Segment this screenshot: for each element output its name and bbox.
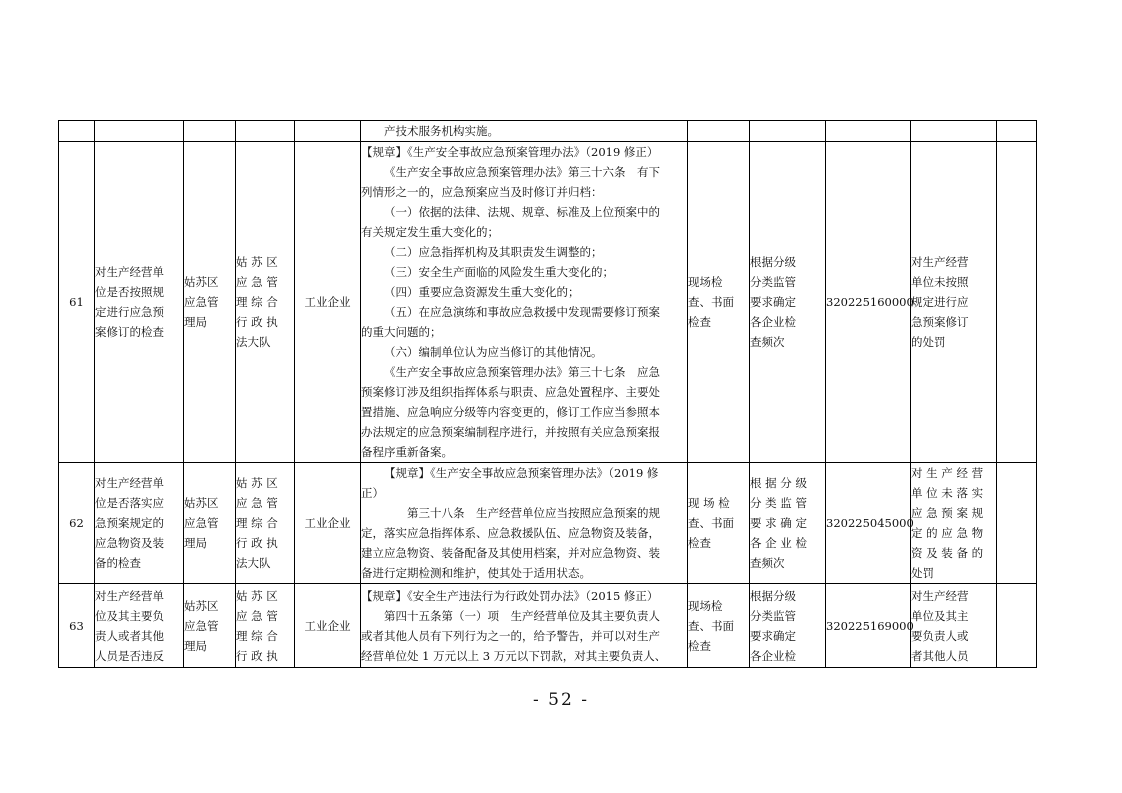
cell-empty: [750, 121, 826, 142]
cell-empty: [911, 121, 997, 142]
method-line: 检查: [688, 536, 711, 550]
responsible-subject: [184, 463, 236, 584]
basis-line: （五）在应急演练和事故应急救援中发现需要修订预案: [384, 305, 660, 319]
subject-line: 理局: [184, 315, 207, 329]
frequency-line: 查频次: [750, 335, 785, 349]
penalty-line: 对生产经营: [911, 588, 969, 603]
item-code: 320225169000: [826, 584, 911, 668]
frequency-line: 查频次: [750, 556, 785, 570]
basis-source: 【规章】《安全生产违法行为行政处罚办法》（2015 修正）: [361, 588, 659, 603]
penalty-line: 急预案修订: [911, 315, 969, 329]
frequency-line: 根据分级: [750, 588, 796, 603]
basis-line: （六）编制单位认为应当修订的其他情况。: [384, 345, 603, 359]
method-line: 检查: [688, 315, 711, 329]
subject-line: 理局: [184, 638, 207, 653]
basis-line: 或者其他人员有下列行为之一的，给予警告，并可以对生产: [361, 628, 660, 643]
table-row: [59, 142, 1037, 463]
cell-empty: [826, 121, 911, 142]
basis-line: 备程序重新备案。: [361, 445, 453, 459]
inspection-method: [688, 142, 750, 463]
dept-line: 姑 苏 区: [236, 476, 278, 490]
penalty-line: 单位及其主: [911, 608, 969, 623]
method-line: 现场检: [688, 598, 723, 613]
enforcement-dept: [236, 584, 295, 668]
basis-line: 置措施、应急响应分级等内容变更的，修订工作应当参照本: [361, 405, 660, 419]
subject-line: 应急管: [184, 516, 219, 530]
dept-line: 应 急 管: [236, 275, 278, 289]
frequency-line: 各企业检: [750, 648, 796, 663]
enforcement-dept: [236, 142, 295, 463]
cell-empty: [997, 463, 1037, 584]
inspection-table: [58, 120, 1037, 668]
cell-empty: [184, 121, 236, 142]
penalty-item: [911, 142, 997, 463]
cell-empty: [997, 121, 1037, 142]
basis-line: 《生产安全事故应急预案管理办法》第三十六条 有下: [384, 165, 660, 179]
penalty-line: 单 位 未 落 实: [911, 486, 984, 500]
penalty-line: 处罚: [911, 566, 934, 580]
basis-line: 第三十八条 生产经营单位应当按照应急预案的规: [407, 506, 660, 520]
row-number: 61: [59, 142, 95, 463]
penalty-line: 应 急 预 案 规: [911, 506, 984, 520]
method-line: 查、书面: [688, 618, 734, 633]
item-line: 急预案规定的: [95, 516, 164, 530]
basis-line: 第四十五条第（一）项 生产经营单位及其主要负责人: [384, 608, 660, 623]
cell-empty: [95, 121, 184, 142]
dept-line: 理 综 合: [236, 295, 278, 309]
item-line: 对生产经营单: [95, 265, 164, 279]
basis-line: 《生产安全事故应急预案管理办法》第三十七条 应急: [384, 365, 660, 379]
dept-line: 理 综 合: [236, 628, 278, 643]
method-line: 检查: [688, 638, 711, 653]
inspection-frequency: [750, 463, 826, 584]
penalty-line: 对生产经营: [911, 255, 969, 269]
inspection-object: 工业企业: [295, 142, 361, 463]
inspection-frequency: [750, 584, 826, 668]
table-row: [59, 584, 1037, 668]
row-number: 62: [59, 463, 95, 584]
cell-empty: [997, 142, 1037, 463]
method-line: 查、书面: [688, 295, 734, 309]
item-line: 对生产经营单: [95, 588, 164, 603]
basis-cell: [361, 463, 688, 584]
basis-line: 办法规定的应急预案编制程序进行，并按照有关应急预案报: [361, 425, 660, 439]
item-line: 位是否按照规: [95, 285, 164, 299]
basis-source: 【规章】《生产安全事故应急预案管理办法》（2019 修: [384, 466, 659, 480]
inspection-item: [95, 463, 184, 584]
dept-line: 姑 苏 区: [236, 588, 278, 603]
subject-line: 姑苏区: [184, 598, 219, 613]
dept-line: 理 综 合: [236, 516, 278, 530]
basis-line: 预案修订涉及组织指挥体系与职责、应急处置程序、主要处: [361, 385, 660, 399]
basis-line: 定，落实应急指挥体系、应急救援队伍、应急物资及装备，: [361, 526, 660, 540]
frequency-line: 分类监管: [750, 275, 796, 289]
inspection-object: 工业企业: [295, 584, 361, 668]
item-code: 320225160000: [826, 142, 911, 463]
inspection-method: [688, 584, 750, 668]
dept-line: 应 急 管: [236, 496, 278, 510]
basis-source: 【规章】《生产安全事故应急预案管理办法》（2019 修正）: [361, 145, 659, 159]
cell-empty: [295, 121, 361, 142]
item-line: 位是否落实应: [95, 496, 164, 510]
responsible-subject: [184, 584, 236, 668]
inspection-frequency: [750, 142, 826, 463]
subject-line: 姑苏区: [184, 275, 219, 289]
cell-empty: [997, 584, 1037, 668]
dept-line: 姑 苏 区: [236, 255, 278, 269]
basis-source: 正）: [361, 486, 384, 500]
basis-line: （二）应急指挥机构及其职责发生调整的；: [384, 245, 603, 259]
subject-line: 应急管: [184, 295, 219, 309]
responsible-subject: [184, 142, 236, 463]
basis-line: 产技术服务机构实施。: [384, 124, 499, 138]
item-line: 定进行应急预: [95, 305, 164, 319]
dept-line: 行 政 执: [236, 315, 278, 329]
basis-line: （四）重要应急资源发生重大变化的；: [384, 285, 580, 299]
inspection-object: 工业企业: [295, 463, 361, 584]
item-line: 对生产经营单: [95, 476, 164, 490]
inspection-method: [688, 463, 750, 584]
method-line: 现 场 检: [688, 496, 730, 510]
dept-line: 应 急 管: [236, 608, 278, 623]
basis-cell: [361, 121, 688, 142]
item-code: 320225045000: [826, 463, 911, 584]
inspection-item: [95, 584, 184, 668]
penalty-line: 规定进行应: [911, 295, 969, 309]
penalty-line: 的处罚: [911, 335, 946, 349]
basis-line: 备进行定期检测和维护，使其处于适用状态。: [361, 566, 591, 580]
basis-cell: [361, 584, 688, 668]
penalty-item: [911, 584, 997, 668]
basis-line: （一）依据的法律、法规、规章、标准及上位预案中的: [384, 205, 660, 219]
frequency-line: 根 据 分 级: [750, 476, 807, 490]
cell-empty: [688, 121, 750, 142]
penalty-item: [911, 463, 997, 584]
frequency-line: 要求确定: [750, 295, 796, 309]
dept-line: 行 政 执: [236, 536, 278, 550]
frequency-line: 要 求 确 定: [750, 516, 807, 530]
frequency-line: 各企业检: [750, 315, 796, 329]
method-line: 查、书面: [688, 516, 734, 530]
basis-line: 建立应急物资、装备配备及其使用档案，并对应急物资、装: [361, 546, 660, 560]
subject-line: 应急管: [184, 618, 219, 633]
row-number: 63: [59, 584, 95, 668]
dept-line: 行 政 执: [236, 648, 278, 663]
cell-empty: [59, 121, 95, 142]
item-line: 案修订的检查: [95, 325, 164, 339]
penalty-line: 资 及 装 备 的: [911, 546, 984, 560]
frequency-line: 根据分级: [750, 255, 796, 269]
penalty-line: 要负责人或: [911, 628, 969, 643]
penalty-line: 对 生 产 经 营: [911, 466, 984, 480]
frequency-line: 各 企 业 检: [750, 536, 807, 550]
subject-line: 理局: [184, 536, 207, 550]
penalty-line: 定 的 应 急 物: [911, 526, 984, 540]
cell-empty: [236, 121, 295, 142]
basis-line: 经营单位处 1 万元以上 3 万元以下罚款，对其主要负责人、: [361, 648, 667, 663]
basis-line: 的重大问题的；: [361, 325, 442, 339]
basis-line: （三）安全生产面临的风险发生重大变化的；: [384, 265, 614, 279]
item-line: 人员是否违反: [95, 648, 164, 663]
page-number: - 52 -: [533, 690, 589, 710]
penalty-line: 单位未按照: [911, 275, 969, 289]
item-line: 责人或者其他: [95, 628, 164, 643]
item-line: 备的检查: [95, 556, 141, 570]
basis-line: 有关规定发生重大变化的；: [361, 225, 499, 239]
item-line: 位及其主要负: [95, 608, 164, 623]
item-line: 应急物资及装: [95, 536, 164, 550]
inspection-item: [95, 142, 184, 463]
enforcement-dept: [236, 463, 295, 584]
table-row: [59, 121, 1037, 142]
frequency-line: 要求确定: [750, 628, 796, 643]
dept-line: 法大队: [236, 556, 271, 570]
penalty-line: 者其他人员: [911, 648, 969, 663]
frequency-line: 分类监管: [750, 608, 796, 623]
basis-cell: [361, 142, 688, 463]
table-row: [59, 463, 1037, 584]
frequency-line: 分 类 监 管: [750, 496, 807, 510]
subject-line: 姑苏区: [184, 496, 219, 510]
basis-line: 列情形之一的，应急预案应当及时修订并归档：: [361, 185, 603, 199]
dept-line: 法大队: [236, 335, 271, 349]
method-line: 现场检: [688, 275, 723, 289]
